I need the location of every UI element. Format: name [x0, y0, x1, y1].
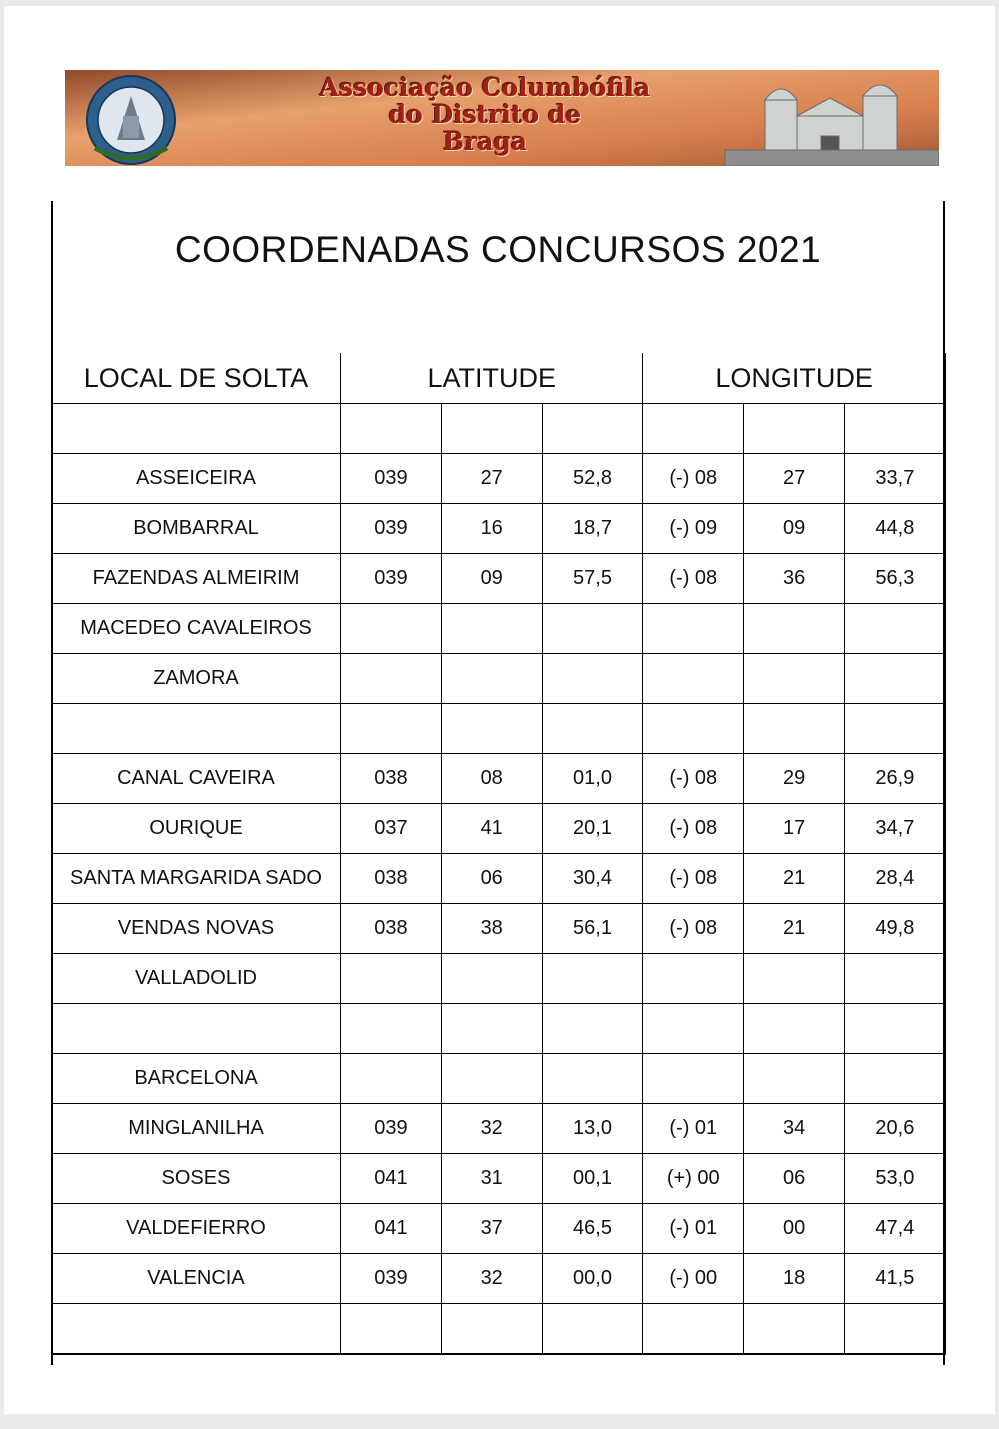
local-cell: SOSES — [52, 1154, 341, 1204]
lon-degrees-cell: (-) 08 — [643, 904, 744, 954]
lon-degrees-cell — [643, 1004, 744, 1054]
lon-seconds-cell — [844, 604, 945, 654]
lat-degrees-cell — [341, 1004, 442, 1054]
table-row — [52, 1254, 946, 1304]
lat-minutes-cell: 27 — [441, 454, 542, 504]
coordinates-table — [51, 353, 946, 1355]
table-row — [52, 754, 946, 804]
lon-seconds-cell — [844, 704, 945, 754]
lon-seconds-cell — [844, 954, 945, 1004]
local-cell: VALENCIA — [52, 1254, 341, 1304]
lat-minutes-cell: 31 — [441, 1154, 542, 1204]
lat-degrees-cell: 039 — [341, 1104, 442, 1154]
banner-line-2: do Distrito de — [388, 100, 582, 129]
lat-degrees-cell: 039 — [341, 504, 442, 554]
lon-degrees-cell: (-) 01 — [643, 1204, 744, 1254]
lon-seconds-cell — [844, 1304, 945, 1355]
lat-minutes-cell: 08 — [441, 754, 542, 804]
lon-minutes-cell: 06 — [744, 1154, 845, 1204]
lon-seconds-cell: 49,8 — [844, 904, 945, 954]
lat-degrees-cell: 037 — [341, 804, 442, 854]
lat-seconds-cell — [542, 654, 643, 704]
lon-degrees-cell — [643, 654, 744, 704]
lat-seconds-cell: 56,1 — [542, 904, 643, 954]
table-row — [52, 454, 946, 504]
lon-seconds-cell — [844, 654, 945, 704]
lon-seconds-cell: 56,3 — [844, 554, 945, 604]
table-row — [52, 1004, 946, 1054]
lon-seconds-cell: 20,6 — [844, 1104, 945, 1154]
lon-minutes-cell: 36 — [744, 554, 845, 604]
lat-degrees-cell — [341, 1304, 442, 1355]
lat-degrees-cell — [341, 704, 442, 754]
lat-minutes-cell: 09 — [441, 554, 542, 604]
lon-minutes-cell — [744, 604, 845, 654]
local-cell: SANTA MARGARIDA SADO — [52, 854, 341, 904]
local-cell: VALDEFIERRO — [52, 1204, 341, 1254]
lon-seconds-cell: 34,7 — [844, 804, 945, 854]
lat-minutes-cell — [441, 654, 542, 704]
table-row — [52, 904, 946, 954]
lon-seconds-cell: 28,4 — [844, 854, 945, 904]
table-row — [52, 604, 946, 654]
local-cell: VENDAS NOVAS — [52, 904, 341, 954]
header-local: LOCAL DE SOLTA — [52, 353, 341, 404]
lat-degrees-cell — [341, 1054, 442, 1104]
local-cell — [52, 404, 341, 454]
lon-degrees-cell: (-) 00 — [643, 1254, 744, 1304]
lon-degrees-cell — [643, 404, 744, 454]
lat-seconds-cell — [542, 404, 643, 454]
lat-minutes-cell: 38 — [441, 904, 542, 954]
banner-line-1: Associação Columbófila — [319, 73, 651, 102]
lon-degrees-cell — [643, 604, 744, 654]
lon-minutes-cell — [744, 1054, 845, 1104]
lon-degrees-cell — [643, 704, 744, 754]
lon-minutes-cell: 18 — [744, 1254, 845, 1304]
lat-seconds-cell — [542, 1304, 643, 1355]
table-row — [52, 1204, 946, 1254]
lon-degrees-cell: (-) 08 — [643, 554, 744, 604]
lon-degrees-cell — [643, 1054, 744, 1104]
lon-minutes-cell — [744, 704, 845, 754]
local-cell: VALLADOLID — [52, 954, 341, 1004]
lon-degrees-cell: (-) 08 — [643, 804, 744, 854]
lon-minutes-cell: 09 — [744, 504, 845, 554]
table-row — [52, 1154, 946, 1204]
lat-seconds-cell: 52,8 — [542, 454, 643, 504]
lat-degrees-cell — [341, 954, 442, 1004]
header-longitude: LONGITUDE — [643, 353, 945, 404]
lat-degrees-cell: 038 — [341, 754, 442, 804]
lon-seconds-cell: 33,7 — [844, 454, 945, 504]
lon-seconds-cell — [844, 1004, 945, 1054]
local-cell: BOMBARRAL — [52, 504, 341, 554]
lat-minutes-cell: 32 — [441, 1104, 542, 1154]
table-row — [52, 704, 946, 754]
association-seal-icon — [87, 76, 175, 164]
lat-degrees-cell: 041 — [341, 1204, 442, 1254]
lat-seconds-cell: 46,5 — [542, 1204, 643, 1254]
table-row — [52, 404, 946, 454]
lat-minutes-cell: 06 — [441, 854, 542, 904]
lat-seconds-cell — [542, 1004, 643, 1054]
association-banner — [65, 70, 939, 166]
lat-seconds-cell — [542, 704, 643, 754]
lon-minutes-cell: 00 — [744, 1204, 845, 1254]
lat-seconds-cell: 00,0 — [542, 1254, 643, 1304]
table-row — [52, 1104, 946, 1154]
lat-minutes-cell: 16 — [441, 504, 542, 554]
lat-seconds-cell: 13,0 — [542, 1104, 643, 1154]
lon-degrees-cell: (-) 01 — [643, 1104, 744, 1154]
table-row — [52, 804, 946, 854]
local-cell: CANAL CAVEIRA — [52, 754, 341, 804]
local-cell — [52, 1004, 341, 1054]
lat-minutes-cell — [441, 1004, 542, 1054]
lon-minutes-cell: 29 — [744, 754, 845, 804]
lon-minutes-cell: 21 — [744, 854, 845, 904]
lat-degrees-cell: 039 — [341, 554, 442, 604]
lat-minutes-cell — [441, 604, 542, 654]
table-header-row — [52, 353, 946, 404]
lon-degrees-cell — [643, 1304, 744, 1355]
lat-seconds-cell: 30,4 — [542, 854, 643, 904]
lat-seconds-cell: 57,5 — [542, 554, 643, 604]
local-cell: MACEDEO CAVALEIROS — [52, 604, 341, 654]
lon-minutes-cell — [744, 404, 845, 454]
document-page — [4, 6, 995, 1414]
lon-minutes-cell — [744, 1004, 845, 1054]
lon-minutes-cell — [744, 654, 845, 704]
table-row — [52, 654, 946, 704]
lat-minutes-cell: 37 — [441, 1204, 542, 1254]
lat-minutes-cell — [441, 1054, 542, 1104]
lat-seconds-cell: 20,1 — [542, 804, 643, 854]
lon-seconds-cell — [844, 1054, 945, 1104]
lon-degrees-cell: (-) 09 — [643, 504, 744, 554]
lon-minutes-cell: 17 — [744, 804, 845, 854]
lat-seconds-cell — [542, 954, 643, 1004]
lat-minutes-cell: 41 — [441, 804, 542, 854]
lat-minutes-cell — [441, 704, 542, 754]
table-row — [52, 554, 946, 604]
local-cell — [52, 1304, 341, 1355]
lat-degrees-cell — [341, 654, 442, 704]
lon-minutes-cell: 21 — [744, 904, 845, 954]
table-row — [52, 954, 946, 1004]
lat-seconds-cell: 00,1 — [542, 1154, 643, 1204]
lon-degrees-cell: (-) 08 — [643, 454, 744, 504]
lat-minutes-cell — [441, 404, 542, 454]
lat-degrees-cell: 038 — [341, 854, 442, 904]
lat-seconds-cell: 01,0 — [542, 754, 643, 804]
table-row — [52, 504, 946, 554]
page-title: COORDENADAS CONCURSOS 2021 — [174, 229, 822, 270]
lat-minutes-cell — [441, 1304, 542, 1355]
local-cell: MINGLANILHA — [52, 1104, 341, 1154]
lat-degrees-cell: 039 — [341, 1254, 442, 1304]
lat-seconds-cell: 18,7 — [542, 504, 643, 554]
table-row — [52, 1304, 946, 1355]
lat-minutes-cell — [441, 954, 542, 1004]
lat-degrees-cell: 038 — [341, 904, 442, 954]
lon-seconds-cell: 26,9 — [844, 754, 945, 804]
local-cell: OURIQUE — [52, 804, 341, 854]
lon-seconds-cell: 53,0 — [844, 1154, 945, 1204]
lon-degrees-cell: (-) 08 — [643, 754, 744, 804]
banner-line-3: Braga — [442, 127, 528, 156]
lon-degrees-cell: (-) 08 — [643, 854, 744, 904]
lat-degrees-cell: 041 — [341, 1154, 442, 1204]
local-cell: BARCELONA — [52, 1054, 341, 1104]
local-cell — [52, 704, 341, 754]
lon-seconds-cell — [844, 404, 945, 454]
lon-degrees-cell — [643, 954, 744, 1004]
lat-seconds-cell — [542, 604, 643, 654]
local-cell: ZAMORA — [52, 654, 341, 704]
header-latitude: LATITUDE — [341, 353, 643, 404]
banner-title — [205, 74, 765, 155]
local-cell: ASSEICEIRA — [52, 454, 341, 504]
lon-minutes-cell — [744, 954, 845, 1004]
lat-degrees-cell — [341, 604, 442, 654]
lat-seconds-cell — [542, 1054, 643, 1104]
lon-minutes-cell: 34 — [744, 1104, 845, 1154]
lat-degrees-cell — [341, 404, 442, 454]
table-row — [52, 1054, 946, 1104]
lon-seconds-cell: 44,8 — [844, 504, 945, 554]
lon-minutes-cell — [744, 1304, 845, 1355]
lon-minutes-cell: 27 — [744, 454, 845, 504]
lon-degrees-cell: (+) 00 — [643, 1154, 744, 1204]
local-cell: FAZENDAS ALMEIRIM — [52, 554, 341, 604]
table-body — [52, 404, 946, 1355]
coordinates-sheet — [51, 201, 945, 1365]
lon-seconds-cell: 41,5 — [844, 1254, 945, 1304]
lon-seconds-cell: 47,4 — [844, 1204, 945, 1254]
table-row — [52, 854, 946, 904]
lat-minutes-cell: 32 — [441, 1254, 542, 1304]
lat-degrees-cell: 039 — [341, 454, 442, 504]
